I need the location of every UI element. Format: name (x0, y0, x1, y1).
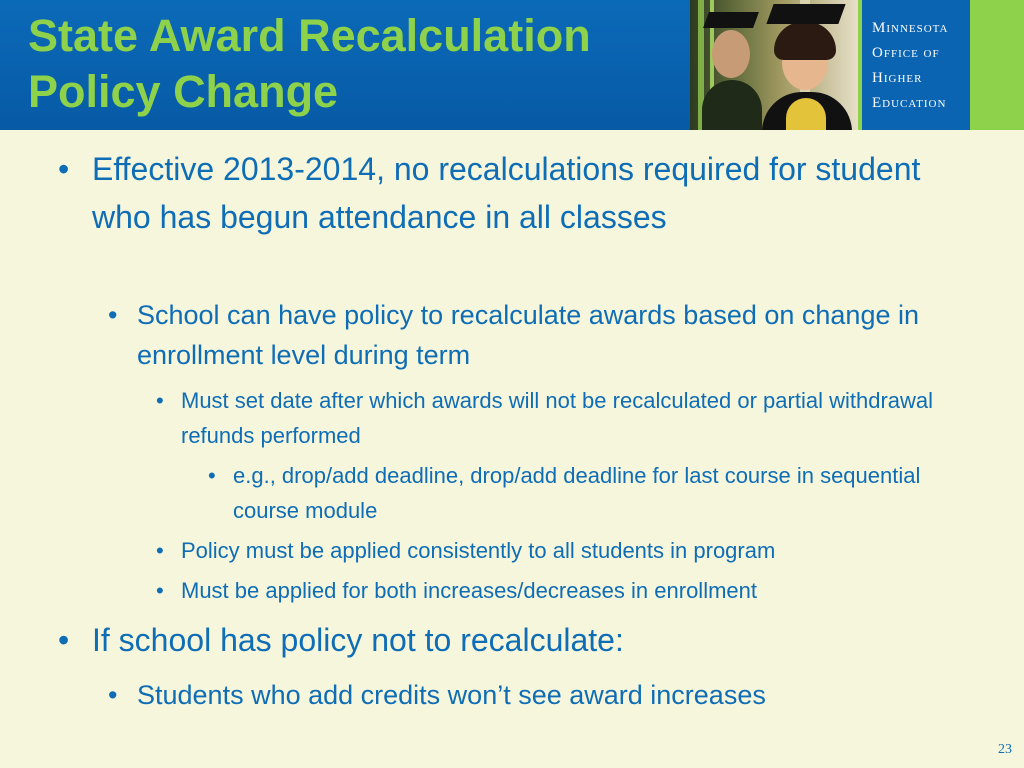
gown-collar-icon (786, 98, 826, 130)
bullet-level-2 (108, 675, 1008, 715)
bullet-dot-icon: • (156, 388, 164, 413)
bullet-text: Policy must be applied consistently to all students in program (181, 538, 776, 563)
graduation-cap-icon (766, 4, 845, 24)
graduation-cap-icon (703, 12, 759, 28)
bullet-level-1 (58, 145, 938, 241)
bullet-dot-icon: • (108, 680, 118, 710)
bullet-dot-icon: • (58, 151, 70, 187)
title-line-1: State Award Recalculation (28, 10, 591, 61)
graduates-photo (690, 0, 858, 130)
bullet-level-1 (58, 616, 958, 664)
bullet-text: Must set date after which awards will not be recalculated or partial withdrawal refunds performed (181, 388, 934, 448)
bullet-level-2 (108, 295, 988, 375)
bullet-dot-icon: • (208, 463, 216, 488)
bullet-dot-icon: • (156, 538, 164, 563)
graduate-gown-icon (702, 80, 762, 130)
logo-line-4: Education (872, 95, 947, 111)
title-line-2: Policy Change (28, 66, 339, 117)
bullet-level-3 (156, 573, 996, 608)
graduate-face-icon (712, 30, 750, 78)
slide-header (0, 0, 1024, 130)
bullet-level-3 (156, 383, 946, 453)
bullet-text: If school has policy not to recalculate: (92, 622, 624, 658)
organization-logo (872, 16, 948, 116)
page-number: 23 (998, 742, 1012, 757)
bullet-dot-icon: • (156, 578, 164, 603)
bullet-text: Must be applied for both increases/decreases in enrollment (181, 578, 757, 603)
slide-body (0, 130, 1024, 768)
logo-line-1: Minnesota (872, 20, 949, 36)
bullet-text: Effective 2013-2014, no recalculations required for student who has begun attendance in all classes (92, 151, 921, 235)
logo-line-2: Office of (872, 45, 940, 61)
logo-line-3: Higher (872, 70, 923, 86)
bullet-level-4 (208, 458, 968, 528)
bullet-dot-icon: • (58, 622, 70, 658)
slide-title (28, 8, 591, 120)
bullet-level-3 (156, 533, 996, 568)
graduate-hair-icon (774, 22, 836, 60)
bullet-text: Students who add credits won’t see award increases (137, 680, 766, 710)
bullet-text: School can have policy to recalculate awards based on change in enrollment level during term (137, 300, 919, 370)
bullet-text: e.g., drop/add deadline, drop/add deadline for last course in sequential course module (233, 463, 921, 523)
bullet-dot-icon: • (108, 300, 118, 330)
